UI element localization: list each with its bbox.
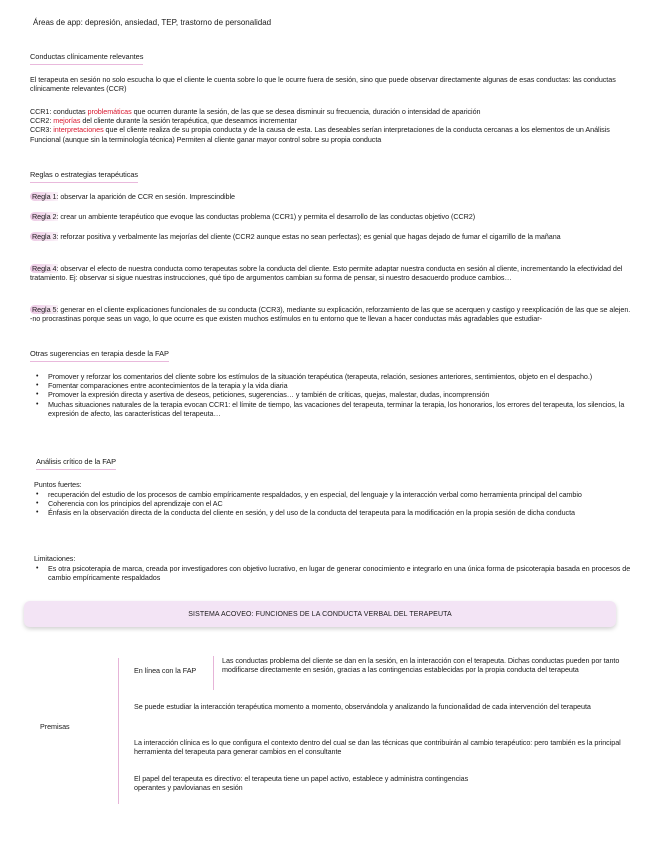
- ccr3-highlight: interpretaciones: [53, 125, 104, 135]
- premisa-3: La interacción clínica es lo que configura el contexto dentro del cual se dan las técnicas que contribuirán al cambio terapéutico: pero también es la principal herramienta del terapeuta para generar cambios en el consultante: [134, 738, 621, 757]
- list-item: • Coherencia con los principios del aprendizaje con el AC: [34, 499, 634, 508]
- regla-2: Regla 2: crear un ambiente terapéutico que evoque las conductas problema (CCR1) y permita el desarrollo de las conductas objetivo (CCR2): [32, 212, 476, 221]
- regla-1: Regla 1: observar la aparición de CCR en sesión. Imprescindible: [32, 192, 236, 201]
- banner-title: SISTEMA ACOVEO: FUNCIONES DE LA CONDUCTA VERBAL DEL TERAPEUTA: [188, 610, 452, 618]
- regla-5: Regla 5: generar en el cliente explicaciones funcionales de su conducta (CCR3), mediante su explicación, reforzamiento de las que se acerquen y castigo y reexplicación de las que se alejen. -no procrastinas porque seas un vago, lo que ocurre es que existen muchos estímulos en tu entorno que te llevan a hacer conductas más agradables que estudiar-: [30, 305, 631, 324]
- heading-reglas: Reglas o estrategias terapéuticas: [30, 170, 138, 183]
- ccr2-highlight: mejorías: [53, 116, 81, 126]
- premisas-label: Premisas: [40, 722, 70, 731]
- heading-conductas-ccr: Conductas clínicamente relevantes: [30, 52, 143, 65]
- puntos-fuertes-label: Puntos fuertes:: [34, 480, 82, 489]
- acoveo-banner: [24, 601, 616, 627]
- ccr1-line: CCR1: conductas problemáticas que ocurren durante la sesión, de las que se desea disminuir su frecuencia, duración o intensidad de aparición: [30, 107, 481, 116]
- limitaciones-label: Limitaciones:: [34, 554, 76, 563]
- sugerencias-list: [34, 372, 634, 418]
- regla-label: Regla 1:: [32, 192, 59, 201]
- premisa-2: Se puede estudiar la interacción terapéutica momento a momento, observándola y analizando la funcionalidad de cada intervención del terapeuta: [134, 702, 591, 711]
- list-item: • Énfasis en la observación directa de la conducta del cliente en sesión, y del uso de la conducta del terapeuta para la modificación en la propia sesión de dicha conducta: [34, 508, 634, 517]
- ccr3-line: CCR3: interpretaciones que el cliente realiza de su propia conducta y de la causa de esta. Las deseables serían interpretaciones de la conducta cercanas a los elementos de un Análisis Funcional (aunque sin la terminología técnica) Permiten al cliente ganar mayor control sobre su propia conducta: [30, 125, 610, 144]
- list-item: • Promover y reforzar los comentarios del cliente sobre los estímulos de la situación terapéutica (terapeuta, relación, sesiones anteriores, sentimientos, objeto en el despacho.): [34, 372, 634, 381]
- ccr2-line: CCR2: mejorías del cliente durante la sesión terapéutica, que deseamos incrementar: [30, 116, 297, 126]
- list-item: • Muchas situaciones naturales de la terapia evocan CCR1: el límite de tiempo, las vacaciones del terapeuta, terminar la terapia, los honorarios, los errores del terapeuta, los silencios, la expresión de afecto, las características del terapeuta…: [34, 400, 634, 418]
- heading-otras-sugerencias: Otras sugerencias en terapia desde la FAP: [30, 349, 169, 362]
- regla-4: Regla 4: observar el efecto de nuestra conducta como terapeutas sobre la conducta del cliente. Esto permite adaptar nuestra conducta en sesión al cliente, incrementando la efectividad del tratamiento. Ej: observar si sigue nuestras instrucciones, qué tipo de argumentos cambian su forma de pensar, si nuestro desacuerdo produce cambios…: [30, 264, 623, 283]
- puntos-fuertes-list: [34, 490, 634, 518]
- ccr1-highlight: problemáticas: [87, 107, 132, 116]
- regla-label: Regla 4:: [32, 264, 59, 273]
- list-item: • recuperación del estudio de los procesos de cambio empíricamente respaldados, y en especial, del lenguaje y la interacción verbal como herramienta principal del cambio: [34, 490, 634, 499]
- regla-label: Regla 3:: [32, 232, 59, 241]
- ccr-intro: El terapeuta en sesión no solo escucha lo que el cliente le cuenta sobre lo que le ocurre fuera de sesión, sino que puede observar directamente algunas de esas conductas: las conductas clínicamente relevantes (CCR): [30, 75, 616, 94]
- premisas-bracket: [118, 658, 119, 804]
- list-item: • Promover la expresión directa y asertiva de deseos, peticiones, sugerencias… y también de críticas, quejas, malestar, dudas, incomprensión: [34, 390, 634, 399]
- fap-text: Las conductas problema del cliente se dan en la sesión, en la interacción con el terapeuta. Dichas conductas pueden por tanto modificarse directamente en sesión, gracias a las contingencias establecidas por la propia conducta del terapeuta: [222, 656, 620, 675]
- regla-label: Regla 2:: [32, 212, 59, 221]
- fap-label: En línea con la FAP: [134, 666, 197, 675]
- list-item: • Fomentar comparaciones entre acontecimientos de la terapia y la vida diaria: [34, 381, 634, 390]
- areas-line: Áreas de app: depresión, ansiedad, TEP, trastorno de personalidad: [33, 18, 272, 27]
- ccr-definitions: [30, 107, 634, 144]
- premisa-4: El papel del terapeuta es directivo: el terapeuta tiene un papel activo, establece y administra contingencias operantes y pavlovianas en sesión: [134, 774, 469, 793]
- regla-3: Regla 3: reforzar positiva y verbalmente las mejorías del cliente (CCR2 aunque estas no sean perfectas); es genial que hagas dejado de fumar el cigarrillo de la mañana: [32, 232, 561, 241]
- regla-label: Regla 5:: [32, 305, 59, 314]
- fap-bracket: [213, 656, 214, 690]
- limitaciones-list: [34, 564, 634, 582]
- heading-analisis-critico: Análisis crítico de la FAP: [36, 457, 116, 470]
- list-item: • Es otra psicoterapia de marca, creada por investigadores con objetivo lucrativo, en lugar de generar conocimiento e integrarlo en una única forma de psicoterapia basada en procesos de cambio empíricamente respaldados: [34, 564, 634, 582]
